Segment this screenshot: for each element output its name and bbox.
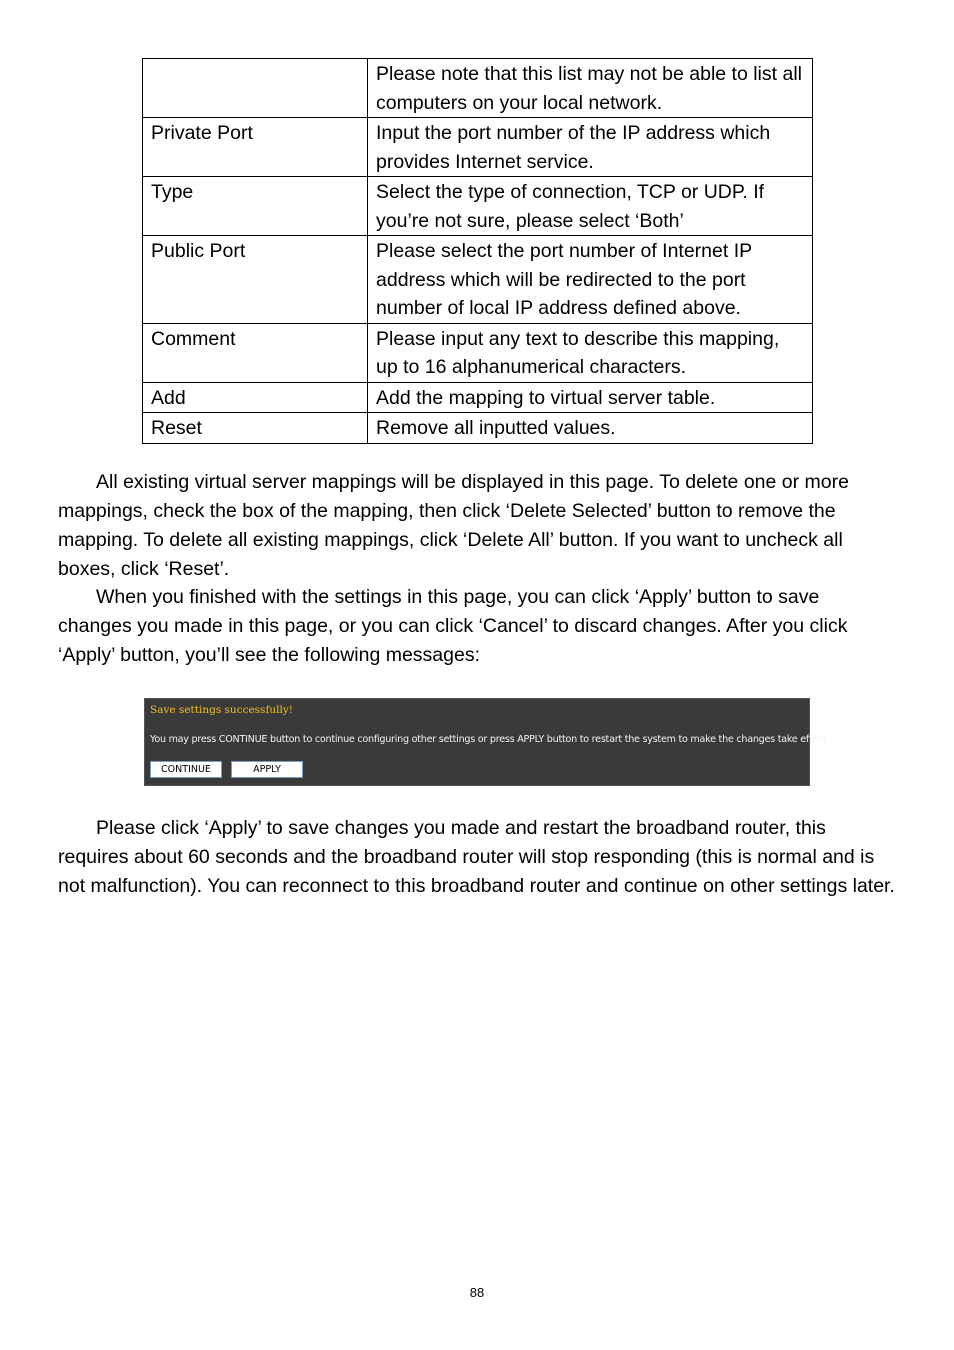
- table-row: [143, 413, 813, 444]
- paragraph-apply-settings: When you finished with the settings in this page, you can click ‘Apply’ button to save changes you made in this page, or you can click ‘Cancel’ to discard changes. After you click ‘Apply’ button, you’ll see the following messages:: [58, 586, 848, 666]
- description-cell: Please note that this list may not be able to list all computers on your local network.: [368, 59, 813, 118]
- term-cell: Add: [143, 382, 368, 413]
- term-cell: [143, 59, 368, 118]
- term-cell: Private Port: [143, 118, 368, 177]
- table-row: [143, 59, 813, 118]
- paragraph-delete-mappings: All existing virtual server mappings will be displayed in this page. To delete one or more mappings, check the box of the mapping, then click ‘Delete Selected’ button to remove the mapping. To delete all existing mappings, click ‘Delete All’ button. If you want to uncheck all boxes, click ‘Reset’.: [58, 471, 849, 580]
- save-settings-dialog-screenshot: [144, 698, 830, 786]
- continue-button[interactable]: CONTINUE: [150, 761, 222, 778]
- description-cell: Select the type of connection, TCP or UDP. If you’re not sure, please select ‘Both’: [368, 177, 813, 236]
- table-row: [143, 177, 813, 236]
- term-cell: Comment: [143, 323, 368, 382]
- term-cell: Public Port: [143, 236, 368, 324]
- paragraph-restart-router: Please click ‘Apply’ to save changes you made and restart the broadband router, this requires about 60 seconds and the broadband router will stop responding (this is normal and is not malfunction). You can reconnect to this broadband router and continue on other settings later.: [58, 817, 895, 897]
- page-number: 88: [469, 1285, 485, 1300]
- description-cell: Input the port number of the IP address which provides Internet service.: [368, 118, 813, 177]
- dialog-message: You may press CONTINUE button to continue configuring other settings or press APPLY button to restart the system to make the changes take effect.: [150, 734, 830, 745]
- table-row: [143, 118, 813, 177]
- apply-button[interactable]: APPLY: [231, 761, 303, 778]
- description-cell: Add the mapping to virtual server table.: [368, 382, 813, 413]
- settings-definition-table: [142, 58, 813, 444]
- table-row: [143, 236, 813, 324]
- description-cell: Please input any text to describe this mapping, up to 16 alphanumerical characters.: [368, 323, 813, 382]
- table-row: [143, 323, 813, 382]
- success-message: Save settings successfully!: [150, 704, 293, 716]
- term-cell: Type: [143, 177, 368, 236]
- description-cell: Remove all inputted values.: [368, 413, 813, 444]
- description-cell: Please select the port number of Internet IP address which will be redirected to the port number of local IP address defined above.: [368, 236, 813, 324]
- term-cell: Reset: [143, 413, 368, 444]
- table-row: [143, 382, 813, 413]
